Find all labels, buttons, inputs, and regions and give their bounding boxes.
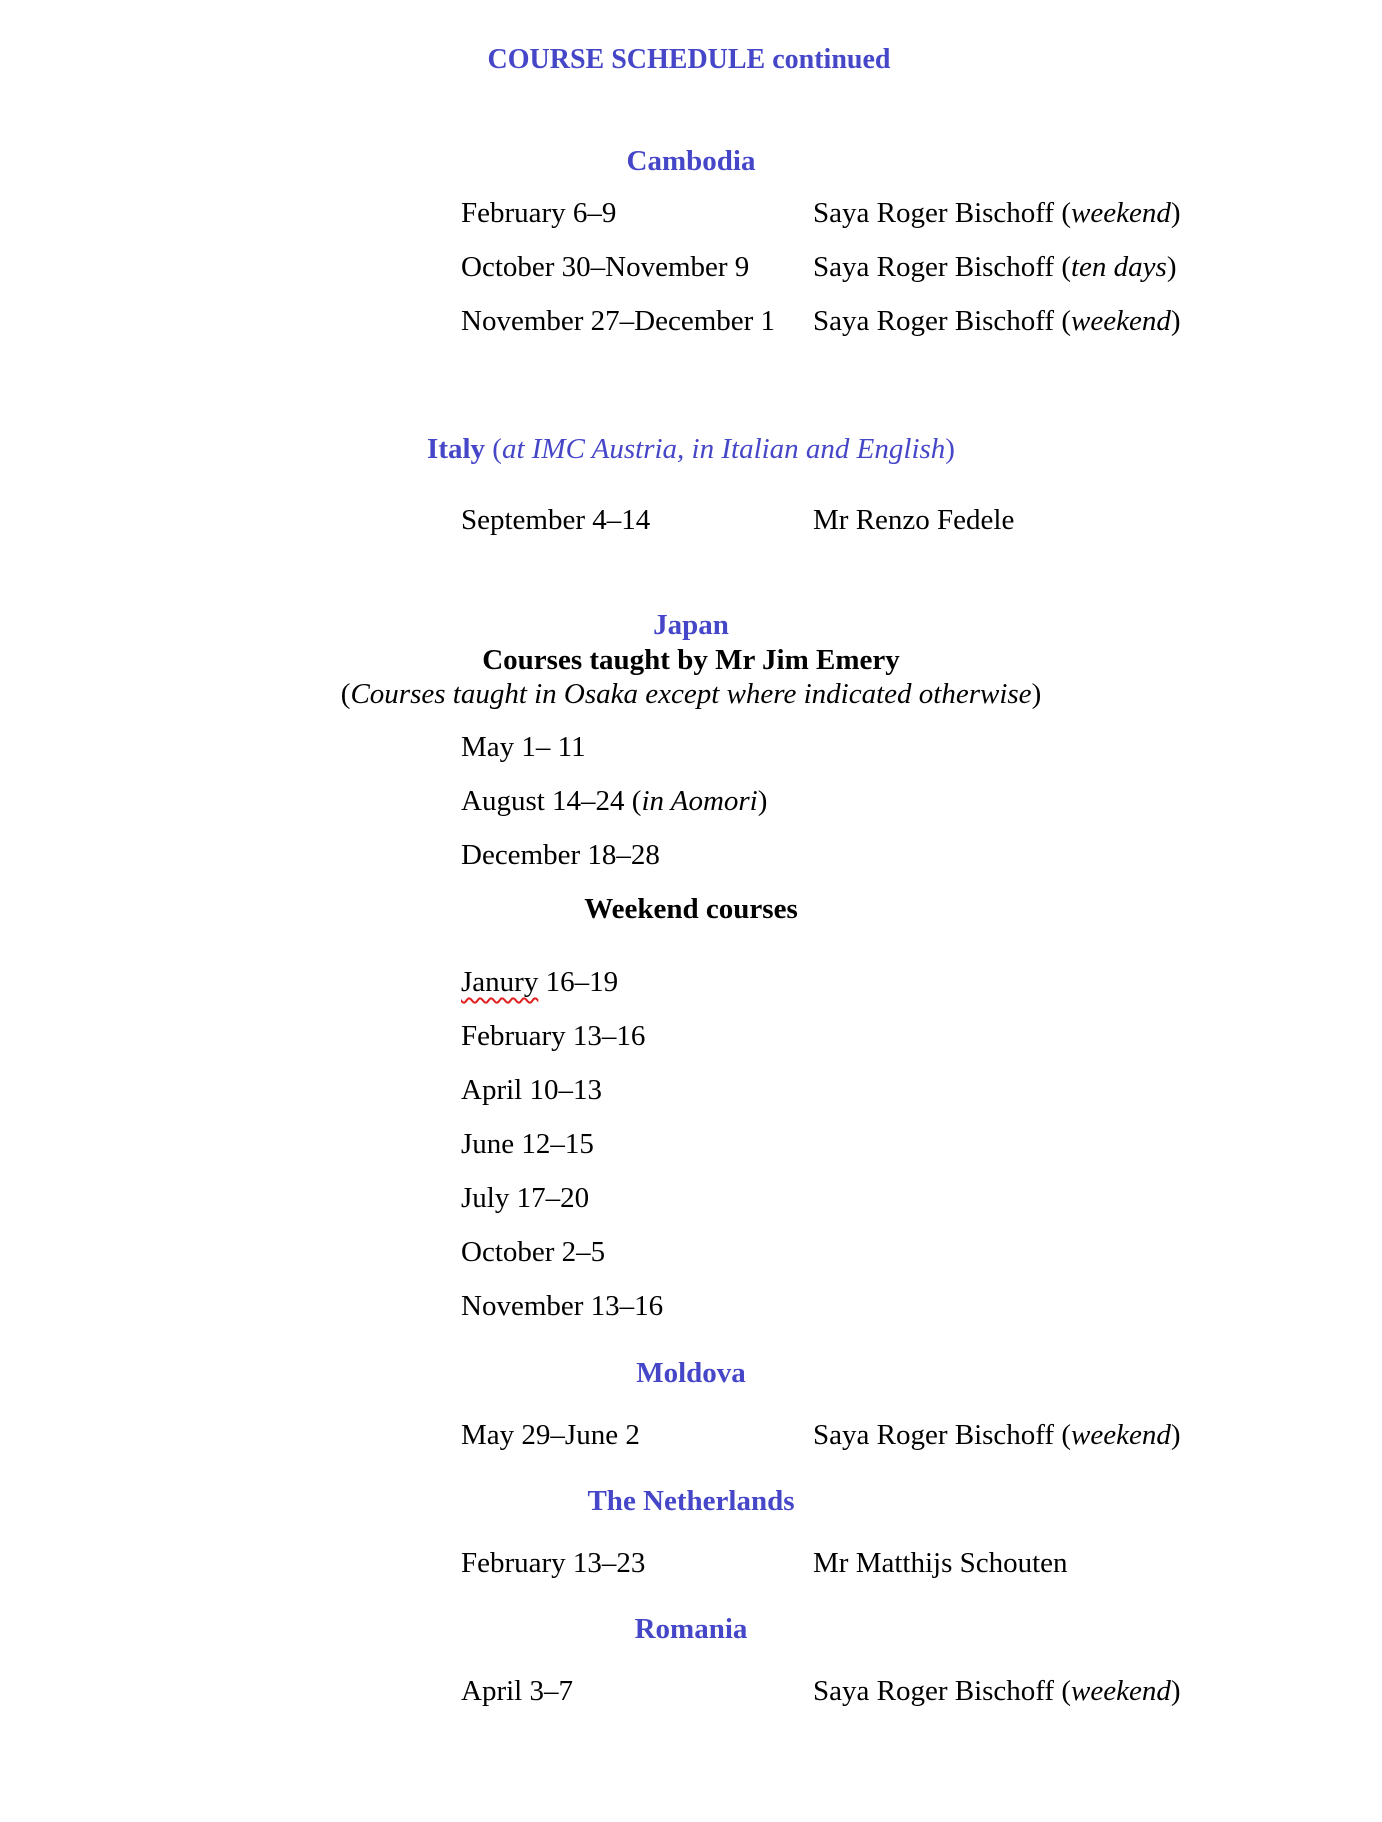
japan-weekend-heading: Weekend courses [584, 893, 798, 925]
japan-weekend-5: July 17–20 [461, 1182, 590, 1214]
cambodia-date-1: February 6–9 [461, 197, 617, 229]
cambodia-teacher-1: Saya Roger Bischoff (weekend) [813, 197, 1181, 229]
netherlands-teacher-1: Mr Matthijs Schouten [813, 1547, 1068, 1579]
japan-weekend-3: April 10–13 [461, 1074, 602, 1106]
japan-weekend-6: October 2–5 [461, 1236, 606, 1268]
moldova-date-1: May 29–June 2 [461, 1419, 640, 1451]
cambodia-teacher-2: Saya Roger Bischoff (ten days) [813, 251, 1177, 283]
spellcheck-underline: Janury [461, 966, 539, 998]
japan-course-3: December 18–28 [461, 839, 660, 871]
section-heading-romania: Romania [634, 1613, 748, 1645]
japan-weekend-1: Janury 16–19 [461, 966, 619, 998]
page-title-text: COURSE SCHEDULE continued [487, 44, 891, 75]
italy-date-1: September 4–14 [461, 504, 651, 536]
cambodia-date-2: October 30–November 9 [461, 251, 750, 283]
section-heading-netherlands: The Netherlands [587, 1485, 795, 1517]
japan-weekend-7: November 13–16 [461, 1290, 664, 1322]
japan-note: (Courses taught in Osaka except where indicated otherwise) [340, 678, 1042, 710]
japan-course-2: August 14–24 (in Aomori) [461, 785, 768, 817]
japan-course-1: May 1– 11 [461, 731, 586, 763]
japan-weekend-4: June 12–15 [461, 1128, 594, 1160]
italy-teacher-1: Mr Renzo Fedele [813, 504, 1015, 536]
section-heading-japan: Japan [653, 609, 729, 641]
moldova-teacher-1: Saya Roger Bischoff (weekend) [813, 1419, 1181, 1451]
romania-teacher-1: Saya Roger Bischoff (weekend) [813, 1675, 1181, 1707]
section-heading-italy: Italy (at IMC Austria, in Italian and English) [427, 433, 955, 465]
romania-date-1: April 3–7 [461, 1675, 573, 1707]
section-heading-cambodia: Cambodia [626, 145, 756, 177]
japan-weekend-2: February 13–16 [461, 1020, 646, 1052]
page-title [0, 44, 1382, 76]
cambodia-date-3: November 27–December 1 [461, 305, 776, 337]
cambodia-teacher-3: Saya Roger Bischoff (weekend) [813, 305, 1181, 337]
section-heading-moldova: Moldova [636, 1357, 746, 1389]
netherlands-date-1: February 13–23 [461, 1547, 646, 1579]
japan-subheading: Courses taught by Mr Jim Emery [482, 644, 900, 676]
